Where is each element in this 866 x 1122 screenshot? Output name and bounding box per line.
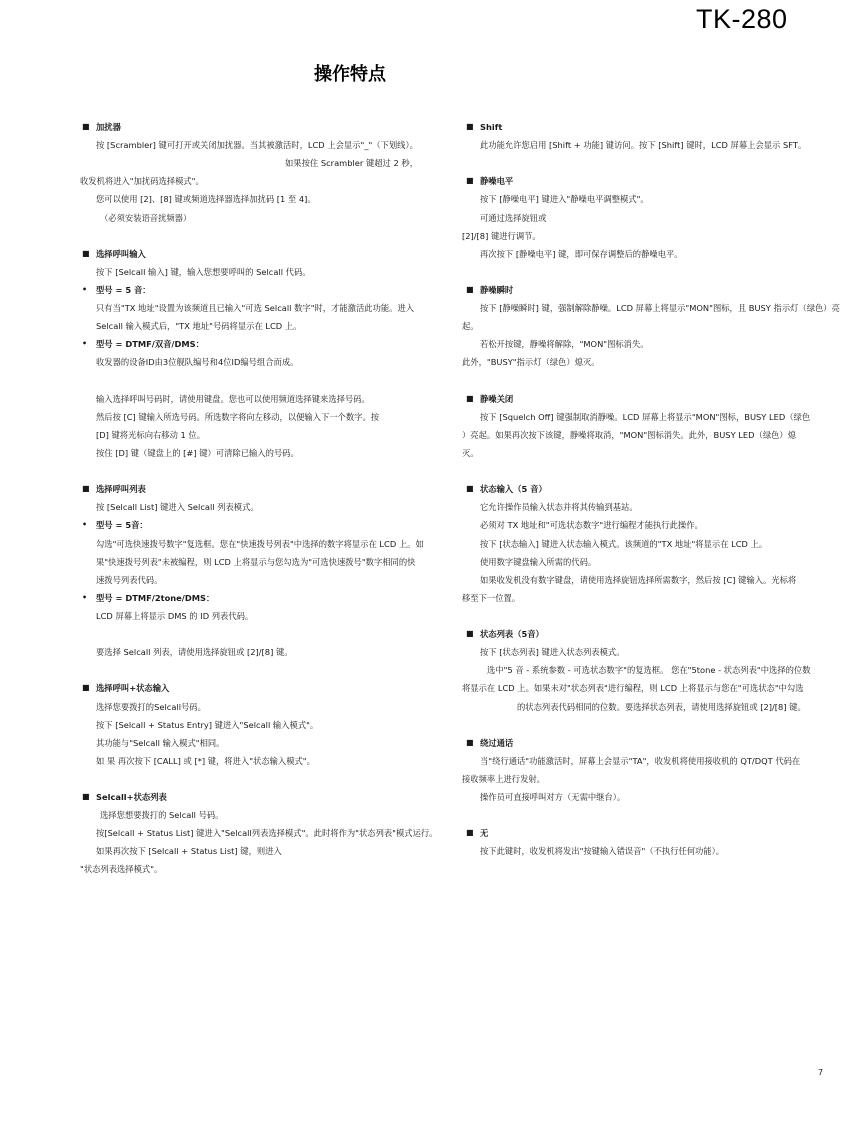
line-text: 要选择 Selcall 列表，请使用选择旋钮或 [2]/[8] 键。 (96, 647, 293, 658)
line-text: 如 果 再次按下 [CALL] 或 [*] 键，将进入"状态输入模式"。 (96, 755, 315, 766)
text-line (462, 410, 842, 428)
text-line (462, 355, 842, 373)
text-line (80, 555, 440, 573)
bullet-item (80, 337, 440, 355)
spacer (80, 627, 440, 645)
text-line (80, 319, 440, 337)
bullet-item (80, 283, 440, 301)
square-bullet-icon: ■ (82, 792, 90, 802)
text-line (462, 247, 842, 265)
line-text: 如果收发机没有数字键盘，请使用选择旋钮选择所需数字，然后按 [C] 键输入。光标将 (480, 574, 797, 585)
bullet-item (80, 591, 440, 609)
line-text: 将显示在 LCD 上。如果未对"状态列表"进行编程，则 LCD 上将显示与您在"可选状态"中勾选 (462, 683, 804, 694)
bullet-item (80, 518, 440, 536)
section-heading (462, 482, 842, 500)
spacer (462, 464, 842, 482)
square-bullet-icon: ■ (466, 122, 474, 131)
line-text: 按住 [D] 键（键盘上的 [#] 键）可清除已输入的号码。 (96, 447, 299, 458)
line-text: 选择您要拨打的Selcall号码。 (96, 701, 206, 712)
square-bullet-icon: ■ (466, 828, 474, 838)
text-line (80, 826, 440, 844)
section-heading (462, 736, 842, 754)
line-text: 接收频率上进行发射。 (462, 773, 545, 784)
line-text: 按下 [Squelch Off] 键强制取消静噪。LCD 屏幕上将显示"MON"图标，BUSY LED（绿色 (480, 411, 811, 422)
spacer (462, 808, 842, 826)
spacer (80, 229, 440, 247)
line-text: 按[Selcall + Status List] 键进入"Selcall列表选择模式"。此时将作为"状态列表"模式运行。 (96, 828, 438, 839)
square-bullet-icon: ■ (466, 393, 474, 403)
line-text: 按下 [静噪瞬时] 键，强制解除静噪。LCD 屏幕上将显示"MON"图标，且 BUSY 指示灯（绿色）亮 (480, 303, 840, 314)
spacer (80, 772, 440, 790)
line-text: 按下 [状态输入] 键进入状态输入模式。该频道的"TX 地址"将显示在 LCD 上。 (480, 538, 768, 549)
text-line (462, 663, 842, 681)
line-text: 其功能与"Selcall 输入模式"相同。 (96, 737, 225, 748)
section-heading (80, 790, 440, 808)
text-line (462, 772, 842, 790)
spacer (462, 609, 842, 627)
line-text: 按下 [状态列表] 键进入状态列表模式。 (480, 647, 625, 658)
square-bullet-icon: ■ (466, 176, 474, 186)
line-text: 选择您想要拨打的 Selcall 号码。 (100, 810, 224, 821)
text-line (80, 156, 440, 174)
dot-bullet-icon: • (82, 284, 88, 294)
line-text: 再次按下 [静噪电平] 键，即可保存调整后的静噪电平。 (480, 248, 683, 259)
text-line (462, 573, 842, 591)
model-name: TK-280 (696, 4, 788, 34)
text-line (462, 645, 842, 663)
text-line (462, 700, 842, 718)
line-text: 使用数字键盘输入所需的代码。 (480, 556, 597, 567)
text-line (80, 265, 440, 283)
line-text: "状态列表选择模式"。 (80, 864, 163, 875)
text-line (80, 428, 440, 446)
page-number: 7 (818, 1068, 824, 1077)
text-line (80, 808, 440, 826)
square-bullet-icon: ■ (466, 484, 474, 494)
text-line (462, 591, 842, 609)
line-text: 绕过通话 (480, 737, 514, 748)
line-text: 无 (480, 828, 489, 839)
text-line (462, 844, 842, 862)
text-line (80, 138, 440, 156)
left-column (80, 120, 440, 881)
line-text: 果"快速拨号列表"未被编程，则 LCD 上将显示与您勾选为"可选快速拨号"数字相同的快 (96, 556, 416, 567)
section-heading (80, 482, 440, 500)
square-bullet-icon: ■ (82, 484, 90, 494)
text-line (462, 229, 842, 247)
square-bullet-icon: ■ (466, 629, 474, 639)
section-heading (462, 627, 842, 645)
line-text: ）亮起。如果再次按下该键，静噪将取消，"MON"图标消失。此外，BUSY LED（绿色）熄 (462, 429, 797, 440)
text-line (462, 337, 842, 355)
line-text: 选择呼叫+状态输入 (96, 683, 170, 694)
line-text: Selcall+状态列表 (96, 792, 167, 803)
line-text: Shift (480, 122, 503, 132)
text-line (462, 500, 842, 518)
section-heading (80, 681, 440, 699)
text-line (80, 537, 440, 555)
line-text: 此功能允许您启用 [Shift + 功能] 键访问。按下 [Shift] 键时，LCD 屏幕上会显示 SFT。 (480, 140, 807, 151)
section-heading (462, 392, 842, 410)
square-bullet-icon: ■ (466, 284, 474, 294)
line-text: [D] 键将光标向右移动 1 位。 (96, 429, 206, 440)
spacer (462, 156, 842, 174)
line-text: 如果按住 Scrambler 键超过 2 秒， (285, 158, 418, 169)
line-text: 灭。 (462, 447, 479, 458)
right-column (462, 120, 842, 862)
line-text: 静噪关闭 (480, 393, 514, 404)
line-text: 按下此键时，收发机将发出"按键输入错误音"（不执行任何功能）。 (480, 846, 725, 857)
line-text: 按 [Scrambler] 键可打开或关闭加扰器。当其被激活时，LCD 上会显示"_"（下划线）。 (96, 140, 418, 151)
line-text: 它允许操作员输入状态并将其传输到基站。 (480, 502, 638, 513)
spacer (462, 718, 842, 736)
square-bullet-icon: ■ (82, 683, 90, 693)
line-text: 此外，"BUSY"指示灯（绿色）熄灭。 (462, 357, 600, 368)
text-line (80, 718, 440, 736)
line-text: 当"绕行通话"功能激活时，屏幕上会显示"TA"，收发机将使用接收机的 QT/DQT 代码在 (480, 755, 801, 766)
line-text: 按下 [静噪电平] 键进入"静噪电平调整模式"。 (480, 194, 649, 205)
line-text: 加扰器 (96, 122, 121, 132)
section-heading (462, 120, 842, 138)
line-text: 静噪瞬时 (480, 284, 514, 295)
text-line (80, 736, 440, 754)
line-text: （必须安装语音扰频器） (100, 212, 192, 223)
line-text: 只有当"TX 地址"设置为该频道且已输入"可选 Selcall 数字"时，才能激活此功能。进入 (96, 303, 415, 314)
line-text: 型号 = 5音： (96, 520, 148, 531)
text-line (80, 700, 440, 718)
text-line (80, 174, 440, 192)
text-line (80, 609, 440, 627)
text-line (80, 355, 440, 373)
text-line (80, 301, 440, 319)
line-text: 收发机将进入"加扰码选择模式"。 (80, 176, 204, 187)
text-line (462, 518, 842, 536)
text-line (80, 446, 440, 464)
line-text: 若松开按键，静噪将解除，"MON"图标消失。 (480, 339, 649, 350)
text-line (80, 410, 440, 428)
spacer (462, 265, 842, 283)
text-line (462, 537, 842, 555)
line-text: Selcall 输入模式后，"TX 地址"号码将显示在 LCD 上。 (96, 321, 302, 332)
section-heading (80, 247, 440, 265)
section-heading (80, 120, 440, 138)
line-text: 必须对 TX 地址和"可选状态数字"进行编程才能执行此操作。 (480, 520, 703, 531)
text-line (80, 844, 440, 862)
line-text: 型号 = 5 音： (96, 284, 151, 295)
text-line (80, 754, 440, 772)
line-text: 选择呼叫列表 (96, 484, 146, 495)
square-bullet-icon: ■ (466, 737, 474, 747)
text-line (462, 754, 842, 772)
text-line (80, 862, 440, 880)
section-heading (462, 826, 842, 844)
page-title: 操作特点 (314, 64, 386, 85)
square-bullet-icon: ■ (82, 122, 90, 131)
dot-bullet-icon: • (82, 339, 88, 349)
line-text: [2]/[8] 键进行调节。 (462, 230, 541, 241)
text-line (462, 319, 842, 337)
line-text: 按下 [Selcall + Status Entry] 键进入"Selcall 输入模式"。 (96, 719, 319, 730)
line-text: 然后按 [C] 键输入所选号码。所选数字将向左移动，以便输入下一个数字。按 (96, 411, 380, 422)
line-text: 选择呼叫输入 (96, 248, 146, 259)
text-line (462, 211, 842, 229)
line-text: 速拨号列表代码。 (96, 574, 163, 585)
line-text: 状态列表（5音） (480, 629, 544, 640)
spacer (80, 464, 440, 482)
text-line (462, 192, 842, 210)
text-line (462, 681, 842, 699)
line-text: 状态输入（5 音） (480, 484, 547, 495)
line-text: 选中"5 音 - 系统参数 - 可选状态数字"的复选框。 您在"5tone - 状态列表"中选择的位数 (487, 665, 811, 676)
text-line (462, 301, 842, 319)
text-line (80, 392, 440, 410)
text-line (80, 192, 440, 210)
line-text: 移至下一位置。 (462, 592, 521, 603)
line-text: 可通过选择旋钮或 (480, 212, 547, 223)
spacer (80, 663, 440, 681)
line-text: 勾选"可选快速拨号数字"复选框。您在"快速拨号列表"中选择的数字将显示在 LCD 上。如 (96, 538, 424, 549)
dot-bullet-icon: • (82, 520, 88, 530)
square-bullet-icon: ■ (82, 248, 90, 258)
text-line (462, 138, 842, 156)
line-text: 起。 (462, 321, 479, 332)
line-text: 型号 = DTMF/双音/DMS： (96, 339, 204, 350)
text-line (80, 573, 440, 591)
line-text: 收发器的设备ID由3位舰队编号和4位ID编号组合而成。 (96, 357, 299, 368)
line-text: 输入选择呼叫号码时，请使用键盘。您也可以使用频道选择键来选择号码。 (96, 393, 370, 404)
line-text: 按下 [Selcall 输入] 键，输入您想要呼叫的 Selcall 代码。 (96, 266, 311, 277)
text-line (462, 446, 842, 464)
text-line (462, 428, 842, 446)
line-text: 如果再次按下 [Selcall + Status List] 键，则进入 (96, 846, 282, 857)
text-line (80, 211, 440, 229)
text-line (80, 645, 440, 663)
dot-bullet-icon: • (82, 592, 88, 602)
line-text: 按 [Selcall List] 键进入 Selcall 列表模式。 (96, 502, 259, 513)
spacer (80, 374, 440, 392)
text-line (462, 790, 842, 808)
text-line (462, 555, 842, 573)
line-text: 型号 = DTMF/2tone/DMS： (96, 592, 215, 603)
line-text: 您可以使用 [2]、[8] 键或频道选择器选择加扰码 [1 至 4]。 (96, 194, 316, 205)
text-line (80, 500, 440, 518)
line-text: 的状态列表代码相同的位数。要选择状态列表，请使用选择旋钮或 [2]/[8] 键。 (517, 701, 806, 712)
line-text: LCD 屏幕上将显示 DMS 的 ID 列表代码。 (96, 610, 254, 621)
section-heading (462, 174, 842, 192)
line-text: 操作员可直接呼叫对方（无需中继台）。 (480, 792, 626, 803)
spacer (462, 374, 842, 392)
line-text: 静噪电平 (480, 176, 514, 187)
section-heading (462, 283, 842, 301)
